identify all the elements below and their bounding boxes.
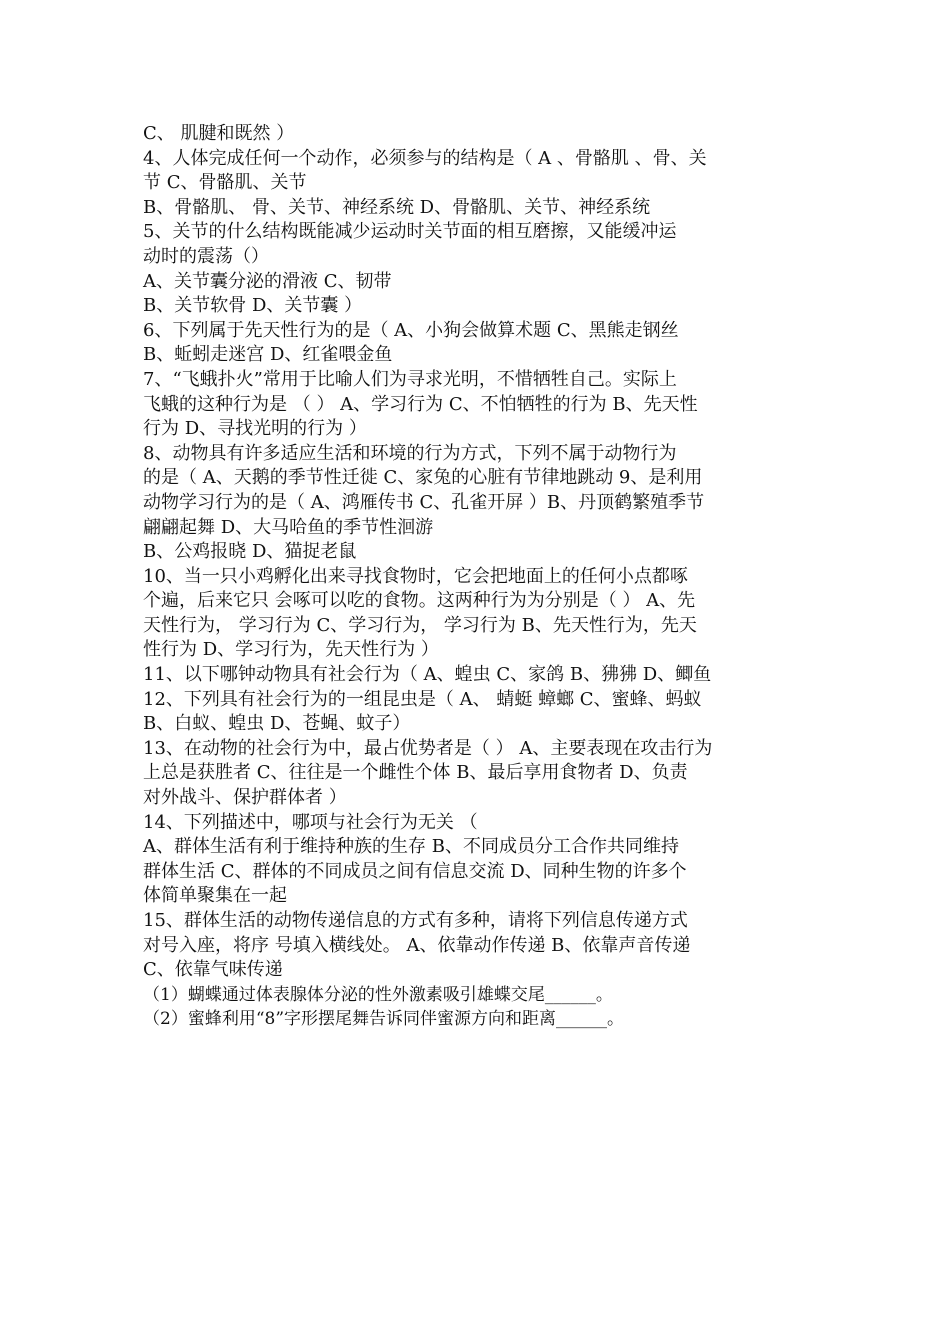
answer-line: （1）蝴蝶通过体表腺体分泌的性外激素吸引雄蝶交尾______。 (143, 984, 613, 1005)
text-line: 10、当一只小鸡孵化出来寻找食物时，它会把地面上的任何小点都啄 (143, 565, 688, 587)
text-line: B、关节软骨 D、关节囊 ） (143, 295, 363, 317)
text-line: 8、动物具有许多适应生活和环境的行为方式，下列不属于动物行为 (143, 442, 677, 464)
text-line: 12、下列具有社会行为的一组昆虫是（ A、 蜻蜓 蟑螂 C、蜜蜂、蚂蚁 (143, 688, 702, 710)
text-line: 群体生活 C、群体的不同成员之间有信息交流 D、同种生物的许多个 (143, 860, 687, 882)
text-line: A、群体生活有利于维持种族的生存 B、不同成员分工合作共同维持 (143, 836, 679, 858)
text-line: 4、人体完成任何一个动作，必须参与的结构是（ A 、骨骼肌 、骨、关 (143, 147, 707, 169)
text-line: 性行为 D、学习行为，先天性行为 ） (143, 639, 439, 661)
text-line: 动物学习行为的是（ A、鸿雁传书 C、孔雀开屏 ）B、丹顶鹤繁殖季节 (143, 491, 705, 513)
text-line: 6、下列属于先天性行为的是（ A、小狗会做算术题 C、黑熊走钢丝 (143, 319, 679, 341)
text-line: 对号入座，将序 号填入横线处。 A、依靠动作传递 B、依靠声音传递 (143, 934, 691, 956)
answer-line: （2）蜜蜂利用“8”字形摆尾舞告诉同伴蜜源方向和距离______。 (143, 1009, 625, 1030)
text-line: 的是（ A、天鹅的季节性迁徙 C、家兔的心脏有节律地跳动 9、是利用 (143, 467, 703, 489)
text-line: 7、“飞蛾扑火”常用于比喻人们为寻求光明，不惜牺牲自己。实际上 (143, 368, 677, 390)
document-page (143, 122, 811, 1032)
text-line: 节 C、骨骼肌、关节 (143, 172, 307, 194)
text-line: B、白蚁、蝗虫 D、苍蝇、蚊子） (143, 713, 411, 735)
text-line: 动时的震荡（） (143, 245, 269, 267)
text-line: B、公鸡报晓 D、猫捉老鼠 (143, 541, 357, 563)
text-line: B、骨骼肌、 骨、关节、神经系统 D、骨骼肌、关节、神经系统 (143, 196, 651, 218)
text-line: 14、下列描述中，哪项与社会行为无关 （ (143, 811, 478, 833)
text-line: 行为 D、寻找光明的行为 ） (143, 418, 367, 440)
text-line: C、依靠气味传递 (143, 959, 283, 981)
text-line: 11、以下哪钟动物具有社会行为（ A、蝗虫 C、家鸽 B、狒狒 D、鲫鱼 (143, 664, 712, 686)
text-line: C、 肌腱和既然 ） (143, 123, 295, 144)
text-line: 对外战斗、保护群体者 ） (143, 787, 347, 809)
text-line: 体简单聚集在一起 (143, 885, 287, 907)
text-line: 飞蛾的这种行为是 （ ） A、学习行为 C、不怕牺牲的行为 B、先天性 (143, 393, 698, 415)
text-line: B、蚯蚓走迷宫 D、红雀喂金鱼 (143, 344, 393, 366)
text-line: 15、群体生活的动物传递信息的方式有多种，请将下列信息传递方式 (143, 910, 688, 931)
text-line: 个遍，后来它只 会啄可以吃的食物。这两种行为为分别是（ ） A、先 (143, 590, 696, 612)
text-line: 天性行为， 学习行为 C、学习行为， 学习行为 B、先天性行为，先天 (143, 614, 697, 636)
text-line: 上总是获胜者 C、往往是一个雌性个体 B、最后享用食物者 D、负责 (143, 762, 688, 784)
text-line: 翩翩起舞 D、大马哈鱼的季节性洄游 (143, 516, 434, 538)
text-line: 13、在动物的社会行为中，最占优势者是（ ） A、主要表现在攻击行为 (143, 737, 713, 759)
text-line: A、关节囊分泌的滑液 C、韧带 (143, 270, 392, 292)
text-line: 5、关节的什么结构既能减少运动时关节面的相互磨擦，又能缓冲运 (143, 221, 677, 243)
